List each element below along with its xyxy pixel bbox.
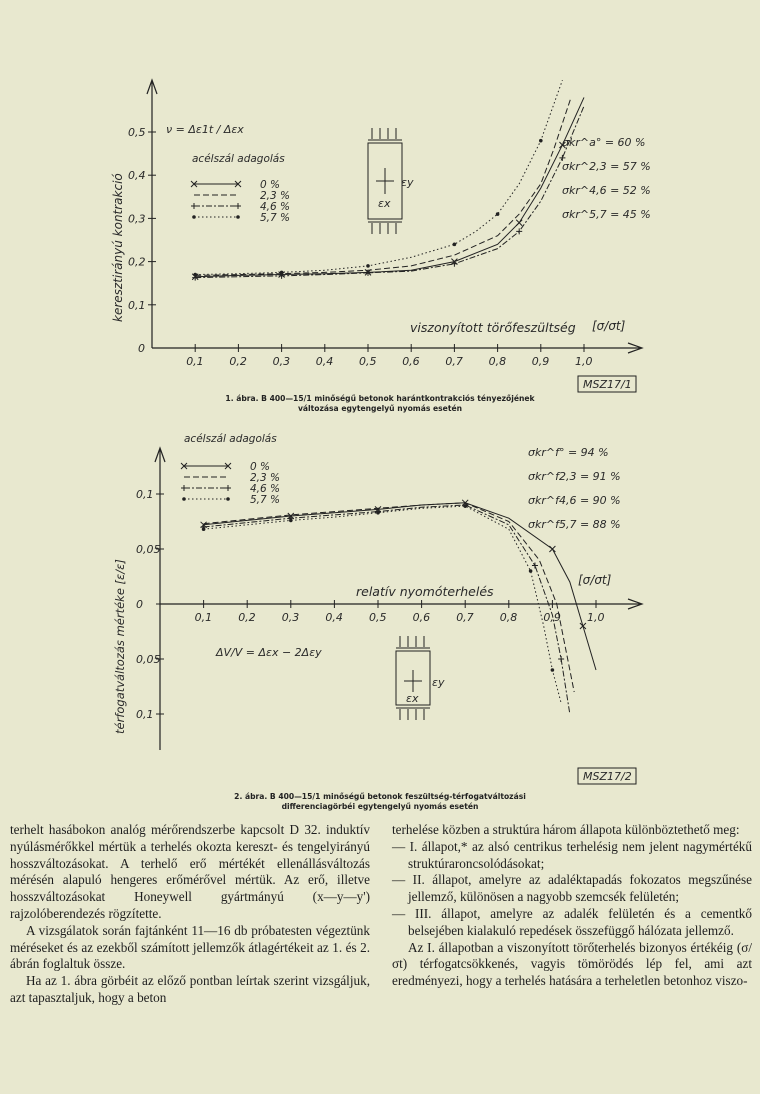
data-point <box>463 504 467 508</box>
formula: ΔV/V = Δεx − 2Δεy <box>216 646 322 659</box>
figure-1-caption <box>0 394 760 414</box>
x-unit: [σ/σt] <box>592 319 626 333</box>
data-point <box>202 527 206 531</box>
y-axis-label: térfogatváltozás mértéke [ε/ε] <box>113 559 127 734</box>
formula: ν = Δε1t / Δεx <box>166 123 244 136</box>
x-tick-label: 0,7 <box>456 611 474 624</box>
legend-label: 5,7 % <box>260 212 291 224</box>
data-point <box>453 243 457 247</box>
eps-x: εx <box>378 197 391 210</box>
critical-stress-annotation: σkr^f4,6 = 90 % <box>528 494 621 507</box>
eps-y: εy <box>401 176 414 189</box>
y-tick-label: 0,3 <box>128 212 146 226</box>
data-point <box>496 212 500 216</box>
x-tick-label: 0,4 <box>315 355 334 368</box>
data-point <box>549 546 555 552</box>
paragraph: A vizsgálatok során fajtánként 11—16 db próbatesten végeztünk méréseket és az ezekből számított jellemzők átlagértékeit az 1. és 2. ábrán foglaltuk össze. <box>10 922 370 972</box>
eps-y: εy <box>432 676 445 689</box>
y-tick-label: 0,1 <box>128 298 146 312</box>
x-tick-label: 0,8 <box>499 611 518 624</box>
specimen-sketch <box>396 636 430 720</box>
y-tick-label: 0,1 <box>136 488 154 501</box>
data-point <box>516 220 522 226</box>
figure-2 <box>0 420 760 815</box>
x-axis-label: relatív nyomóterhelés <box>356 584 494 599</box>
legend-label: 2,3 % <box>260 190 291 202</box>
figure-2-caption <box>0 792 760 812</box>
legend-title: acélszál adagolás <box>192 153 285 165</box>
legend-marker <box>192 215 196 219</box>
legend-title: acélszál adagolás <box>184 433 277 445</box>
legend-marker <box>235 203 241 209</box>
critical-stress-annotation: σkr^f° = 94 % <box>528 446 609 459</box>
x-tick-label: 0,9 <box>531 355 550 368</box>
figure-2-chart <box>0 420 760 792</box>
list-item: — I. állapot,* az alsó centrikus terhelésig nem jelent nagymértékű struktúraroncsolódásokat; <box>392 838 752 871</box>
caption-1-line-2: változása egytengelyű nyomás esetén <box>297 404 463 413</box>
x-tick-label: 0,4 <box>325 611 343 624</box>
series-line-3 <box>204 505 570 714</box>
critical-stress-annotation: σkr^4,6 = 52 % <box>562 184 651 197</box>
paragraph: Az I. állapotban a viszonyított törőterhelés bizonyos értékéig (σ/σt) térfogatcsökkenés, vagyis tömörödés lép fel, ami azt eredményezi, hogy a terhelés hatására a terheletlen betonhoz viszo- <box>392 939 752 989</box>
critical-stress-annotation: σkr^5,7 = 45 % <box>562 208 651 221</box>
y-tick-label: 0,4 <box>128 169 146 183</box>
data-point <box>558 656 564 662</box>
critical-stress-annotation: σkr^2,3 = 57 % <box>562 160 651 173</box>
legend-marker <box>226 497 230 501</box>
x-tick-label: 0,2 <box>229 355 247 368</box>
x-tick-label: 0,7 <box>445 355 463 368</box>
stamp: MSZ17/1 <box>583 378 632 391</box>
y-tick-label: 0,05 <box>136 653 161 666</box>
caption-1-line-1: 1. ábra. B 400—15/1 minőségű betonok harántkontrakciós tényezőjének <box>225 394 535 403</box>
state-list <box>392 839 752 940</box>
x-tick-label: 0,6 <box>402 355 420 368</box>
y-tick-label: 0,1 <box>136 708 154 721</box>
paragraph: Ha az 1. ábra görbéit az előző pontban leírtak szerint vizsgáljuk, azt tapasztaljuk, hogy a beton <box>10 973 370 1005</box>
data-point <box>280 271 284 275</box>
legend-label: 4,6 % <box>260 201 291 213</box>
legend-marker <box>191 203 197 209</box>
legend-label: 0 % <box>250 461 270 473</box>
paragraph: terhelt hasábokon analóg mérőrendszerbe kapcsolt D 32. induktív nyúlásmérőkkel mértük a terhelés okozta kereszt- és tengelyirányú hosszváltozásokat. A terhelő erő mértékét ellenállásváltozás mérésén alapuló hengeres erőmérővel mértük. Az erő, illetve hosszváltozásokat Honeywell gyártmányú (x—y—y') rajzolóberendezés rögzítette. <box>10 822 370 921</box>
data-point <box>551 668 555 672</box>
x-tick-label: 0,6 <box>412 611 431 624</box>
x-tick-label: 0,8 <box>488 355 507 368</box>
x-tick-label: 0,1 <box>194 611 213 624</box>
series-line-2 <box>195 97 571 275</box>
x-tick-label: 0,3 <box>281 611 300 624</box>
x-tick-label: 0,5 <box>369 611 387 624</box>
y-tick-label: 0,05 <box>136 543 161 556</box>
caption-2-line-1: 2. ábra. B 400—15/1 minőségű betonok feszültség-térfogatváltozási <box>234 792 526 801</box>
legend-marker <box>225 485 231 491</box>
x-tick-label: 1,0 <box>575 355 593 368</box>
figure-1-chart <box>0 0 760 395</box>
x-tick-label: 0,2 <box>238 611 256 624</box>
x-tick-label: 0,3 <box>272 355 291 368</box>
legend-marker <box>181 485 187 491</box>
body-column-left <box>10 822 370 1007</box>
y-axis-label: keresztirányú kontrakció <box>111 173 125 322</box>
legend-marker <box>182 497 186 501</box>
legend-label: 4,6 % <box>250 483 281 495</box>
caption-2-line-2: differenciagörbéi egytengelyű nyomás esetén <box>281 802 479 811</box>
x-axis-label: viszonyított törőfeszültség <box>410 320 576 335</box>
data-point <box>539 139 543 143</box>
critical-stress-annotation: σkr^f5,7 = 88 % <box>528 518 621 531</box>
list-item: — II. állapot, amelyre az adaléktapadás fokozatos megszűnése jellemző, különösen a nagyobb szemcsék felületén; <box>392 872 752 905</box>
list-item: — III. állapot, amelyre az adalék felületén és a cementkő belsejében kialakuló repedések összefüggő hálózata jellemző. <box>392 905 752 938</box>
series-line-4 <box>195 80 562 274</box>
legend-marker <box>236 215 240 219</box>
series-line-3 <box>195 106 584 278</box>
stamp: MSZ17/2 <box>583 770 632 783</box>
y-tick-label: 0,2 <box>128 255 146 269</box>
data-point <box>376 511 380 515</box>
critical-stress-annotation: σkr^f2,3 = 91 % <box>528 470 621 483</box>
body-column-right <box>392 822 752 990</box>
data-point <box>193 273 197 277</box>
paragraph: terhelése közben a struktúra három állapota különböztethető meg: <box>392 822 740 837</box>
eps-x: εx <box>406 692 419 705</box>
legend-label: 5,7 % <box>250 494 281 506</box>
specimen-sketch <box>368 128 402 234</box>
data-point <box>366 264 370 268</box>
critical-stress-annotation: σkr^a° = 60 % <box>562 136 646 149</box>
data-point <box>532 563 538 569</box>
x-unit: [σ/σt] <box>578 573 612 587</box>
x-tick-label: 0,1 <box>186 355 204 368</box>
x-tick-label: 0,5 <box>359 355 377 368</box>
legend-label: 2,3 % <box>250 472 281 484</box>
data-point <box>580 623 586 629</box>
x-tick-label: 0,9 <box>543 611 561 624</box>
data-point <box>529 569 533 573</box>
y-tick-label: 0 <box>136 598 143 611</box>
legend-label: 0 % <box>260 179 280 191</box>
figure-1 <box>0 0 760 415</box>
x-tick-label: 1,0 <box>587 611 605 624</box>
series-line-1 <box>195 97 584 276</box>
data-point <box>289 519 293 523</box>
origin-label: 0 <box>138 342 145 355</box>
y-tick-label: 0,5 <box>128 126 146 139</box>
